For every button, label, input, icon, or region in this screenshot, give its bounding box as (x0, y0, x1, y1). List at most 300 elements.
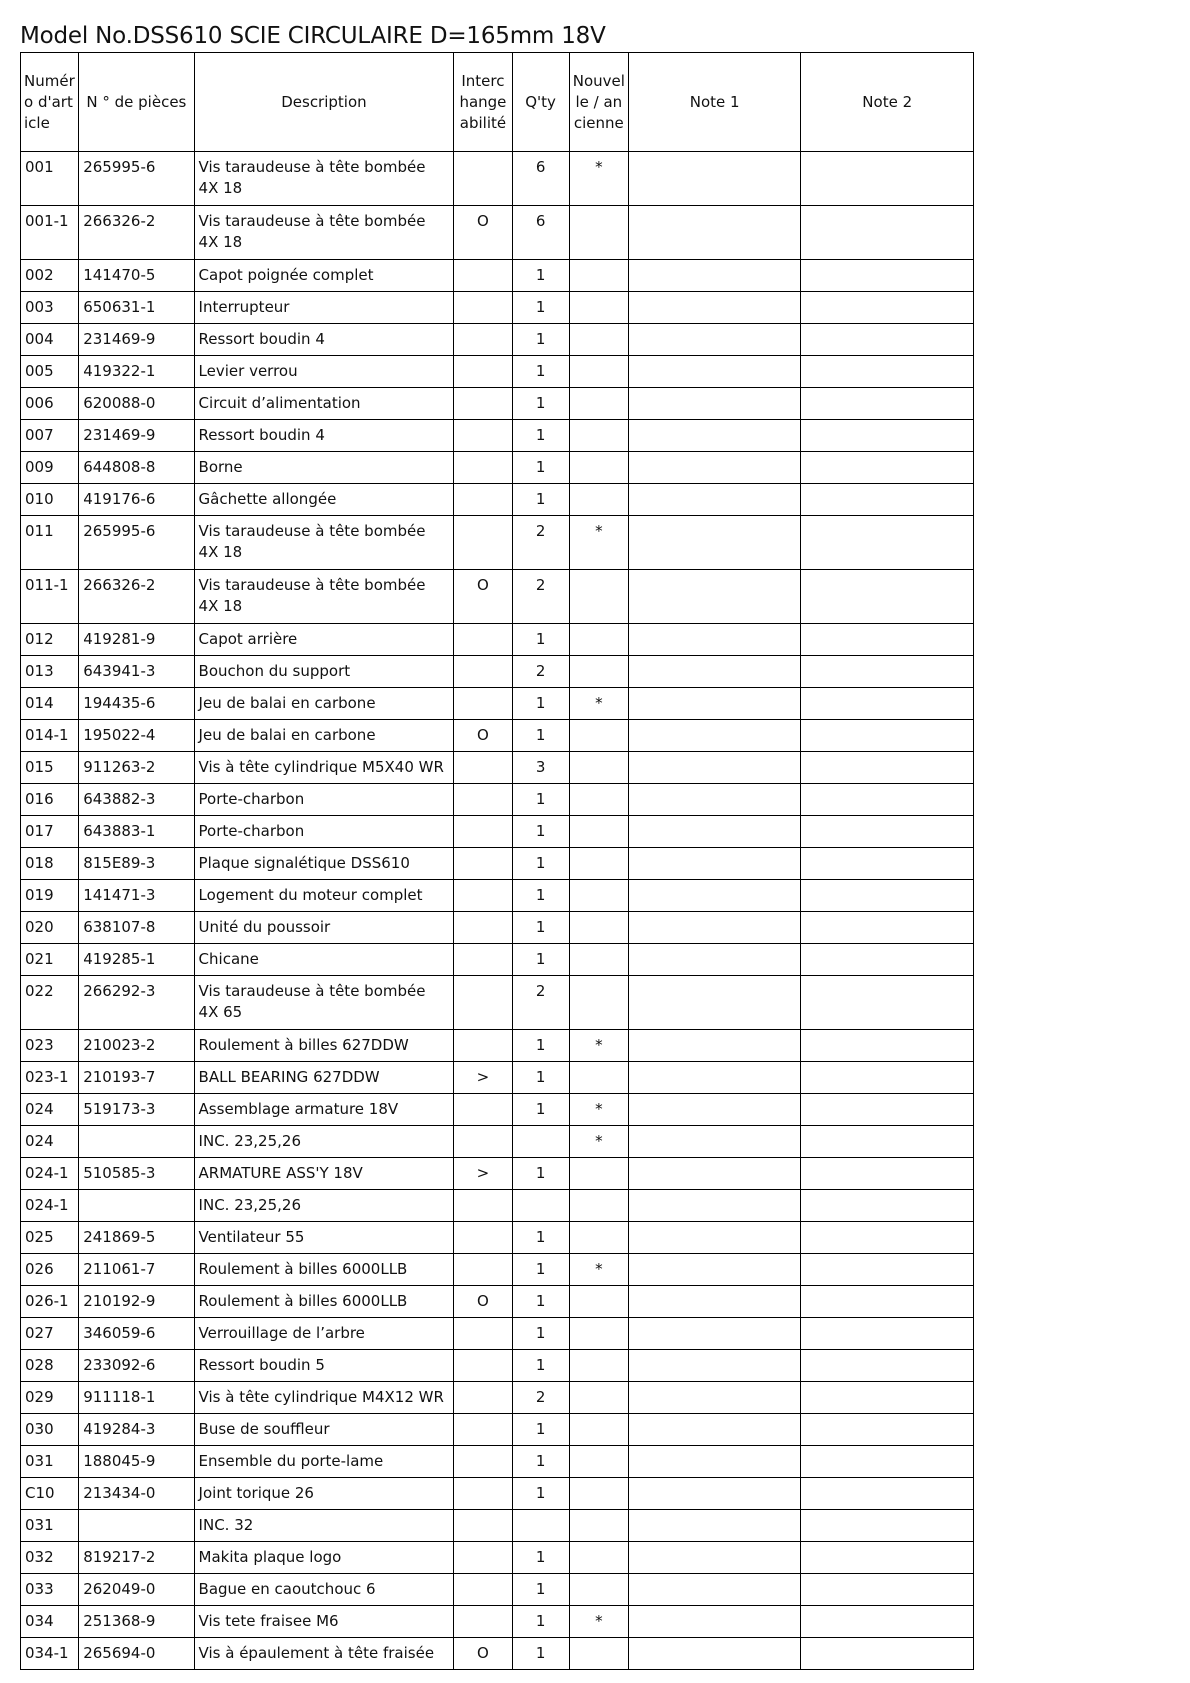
part-number-cell: 195022-4 (79, 720, 194, 752)
interchangeability-cell (454, 260, 512, 292)
description-cell: Vis taraudeuse à tête bombée 4X 18 (194, 516, 454, 570)
quantity-cell: 1 (512, 624, 569, 656)
table-row (21, 944, 974, 976)
part-number-cell: 419281-9 (79, 624, 194, 656)
quantity-cell: 1 (512, 356, 569, 388)
table-row (21, 1542, 974, 1574)
quantity-cell: 1 (512, 784, 569, 816)
note-2-cell (801, 324, 974, 356)
new-old-cell (569, 452, 628, 484)
note-2-cell (801, 260, 974, 292)
new-old-cell (569, 388, 628, 420)
interchangeability-cell (454, 1574, 512, 1606)
table-row (21, 816, 974, 848)
item-number-cell: 017 (21, 816, 79, 848)
header-description: Description (194, 53, 454, 152)
item-number-cell: 018 (21, 848, 79, 880)
description-cell: INC. 32 (194, 1510, 454, 1542)
note-1-cell (628, 656, 800, 688)
note-1-cell (628, 206, 800, 260)
note-2-cell (801, 688, 974, 720)
note-1-cell (628, 1446, 800, 1478)
table-row (21, 1030, 974, 1062)
quantity-cell: 1 (512, 1350, 569, 1382)
item-number-cell: 012 (21, 624, 79, 656)
new-old-cell (569, 260, 628, 292)
note-2-cell (801, 152, 974, 206)
note-1-cell (628, 1222, 800, 1254)
table-row (21, 356, 974, 388)
interchangeability-cell (454, 388, 512, 420)
interchangeability-cell (454, 452, 512, 484)
item-number-cell: 016 (21, 784, 79, 816)
part-number-cell: 211061-7 (79, 1254, 194, 1286)
note-2-cell (801, 1510, 974, 1542)
quantity-cell: 1 (512, 1414, 569, 1446)
interchangeability-cell (454, 1414, 512, 1446)
note-1-cell (628, 570, 800, 624)
interchangeability-cell (454, 880, 512, 912)
table-row (21, 784, 974, 816)
note-2-cell (801, 1062, 974, 1094)
quantity-cell: 1 (512, 1574, 569, 1606)
description-cell: Joint torique 26 (194, 1478, 454, 1510)
interchangeability-cell (454, 516, 512, 570)
description-cell: Vis à épaulement à tête fraisée (194, 1638, 454, 1670)
interchangeability-cell: O (454, 1638, 512, 1670)
quantity-cell: 2 (512, 1382, 569, 1414)
description-cell: Gâchette allongée (194, 484, 454, 516)
item-number-cell: 024-1 (21, 1190, 79, 1222)
item-number-cell: 020 (21, 912, 79, 944)
note-2-cell (801, 1222, 974, 1254)
note-2-cell (801, 1094, 974, 1126)
new-old-cell (569, 324, 628, 356)
new-old-cell (569, 420, 628, 452)
note-1-cell (628, 912, 800, 944)
item-number-cell: 015 (21, 752, 79, 784)
note-1-cell (628, 292, 800, 324)
note-2-cell (801, 944, 974, 976)
part-number-cell: 419285-1 (79, 944, 194, 976)
note-1-cell (628, 1030, 800, 1062)
note-1-cell (628, 1062, 800, 1094)
new-old-cell (569, 720, 628, 752)
interchangeability-cell (454, 152, 512, 206)
description-cell: Ressort boudin 4 (194, 420, 454, 452)
quantity-cell: 1 (512, 388, 569, 420)
description-cell: Ressort boudin 5 (194, 1350, 454, 1382)
quantity-cell: 1 (512, 880, 569, 912)
table-row (21, 688, 974, 720)
part-number-cell: 141471-3 (79, 880, 194, 912)
quantity-cell: 1 (512, 688, 569, 720)
quantity-cell: 1 (512, 1158, 569, 1190)
new-old-cell (569, 656, 628, 688)
item-number-cell: 031 (21, 1510, 79, 1542)
part-number-cell: 419322-1 (79, 356, 194, 388)
description-cell: Ensemble du porte-lame (194, 1446, 454, 1478)
interchangeability-cell: O (454, 206, 512, 260)
note-1-cell (628, 1094, 800, 1126)
interchangeability-cell (454, 292, 512, 324)
interchangeability-cell (454, 1222, 512, 1254)
note-1-cell (628, 1350, 800, 1382)
table-row (21, 484, 974, 516)
interchangeability-cell (454, 356, 512, 388)
interchangeability-cell (454, 1318, 512, 1350)
new-old-cell (569, 1542, 628, 1574)
note-1-cell (628, 944, 800, 976)
interchangeability-cell (454, 1030, 512, 1062)
quantity-cell: 1 (512, 1606, 569, 1638)
note-2-cell (801, 1414, 974, 1446)
header-item-number: Numéro d'article (21, 53, 79, 152)
part-number-cell: 346059-6 (79, 1318, 194, 1350)
new-old-cell (569, 1510, 628, 1542)
quantity-cell: 1 (512, 1094, 569, 1126)
note-2-cell (801, 720, 974, 752)
table-row (21, 752, 974, 784)
note-2-cell (801, 292, 974, 324)
note-2-cell (801, 570, 974, 624)
part-number-cell (79, 1510, 194, 1542)
new-old-cell (569, 976, 628, 1030)
new-old-cell (569, 570, 628, 624)
parts-table (20, 52, 974, 1670)
page-title: Model No.DSS610 SCIE CIRCULAIRE D=165mm 18V (20, 23, 606, 49)
interchangeability-cell: O (454, 1286, 512, 1318)
table-row (21, 1382, 974, 1414)
note-1-cell (628, 356, 800, 388)
table-row (21, 1638, 974, 1670)
part-number-cell: 266292-3 (79, 976, 194, 1030)
interchangeability-cell (454, 816, 512, 848)
note-2-cell (801, 1574, 974, 1606)
table-row (21, 1094, 974, 1126)
header-note-2: Note 2 (801, 53, 974, 152)
note-2-cell (801, 1286, 974, 1318)
table-row (21, 1606, 974, 1638)
new-old-cell: * (569, 1094, 628, 1126)
part-number-cell: 266326-2 (79, 206, 194, 260)
description-cell: INC. 23,25,26 (194, 1126, 454, 1158)
interchangeability-cell (454, 1094, 512, 1126)
item-number-cell: 034 (21, 1606, 79, 1638)
interchangeability-cell (454, 688, 512, 720)
quantity-cell: 1 (512, 452, 569, 484)
part-number-cell: 141470-5 (79, 260, 194, 292)
note-1-cell (628, 1318, 800, 1350)
part-number-cell: 210023-2 (79, 1030, 194, 1062)
table-row (21, 152, 974, 206)
table-row (21, 1446, 974, 1478)
note-2-cell (801, 1446, 974, 1478)
interchangeability-cell (454, 944, 512, 976)
note-1-cell (628, 1606, 800, 1638)
description-cell: Circuit d’alimentation (194, 388, 454, 420)
item-number-cell: 014-1 (21, 720, 79, 752)
quantity-cell: 2 (512, 570, 569, 624)
description-cell: Porte-charbon (194, 816, 454, 848)
part-number-cell: 419284-3 (79, 1414, 194, 1446)
note-1-cell (628, 976, 800, 1030)
note-1-cell (628, 1510, 800, 1542)
item-number-cell: C10 (21, 1478, 79, 1510)
item-number-cell: 024 (21, 1126, 79, 1158)
note-1-cell (628, 388, 800, 420)
note-1-cell (628, 1414, 800, 1446)
item-number-cell: 023 (21, 1030, 79, 1062)
quantity-cell (512, 1510, 569, 1542)
quantity-cell: 1 (512, 324, 569, 356)
note-2-cell (801, 356, 974, 388)
note-1-cell (628, 688, 800, 720)
part-number-cell: 911118-1 (79, 1382, 194, 1414)
description-cell: Buse de souffleur (194, 1414, 454, 1446)
part-number-cell: 241869-5 (79, 1222, 194, 1254)
note-1-cell (628, 752, 800, 784)
description-cell: Ressort boudin 4 (194, 324, 454, 356)
table-row (21, 1286, 974, 1318)
interchangeability-cell (454, 1510, 512, 1542)
new-old-cell (569, 1638, 628, 1670)
note-2-cell (801, 1606, 974, 1638)
interchangeability-cell (454, 848, 512, 880)
description-cell: Vis taraudeuse à tête bombée 4X 65 (194, 976, 454, 1030)
part-number-cell: 231469-9 (79, 324, 194, 356)
table-row (21, 1574, 974, 1606)
interchangeability-cell (454, 1382, 512, 1414)
item-number-cell: 001 (21, 152, 79, 206)
item-number-cell: 011 (21, 516, 79, 570)
part-number-cell: 265694-0 (79, 1638, 194, 1670)
note-2-cell (801, 420, 974, 452)
description-cell: Porte-charbon (194, 784, 454, 816)
note-1-cell (628, 1126, 800, 1158)
interchangeability-cell (454, 656, 512, 688)
new-old-cell (569, 484, 628, 516)
interchangeability-cell (454, 1542, 512, 1574)
interchangeability-cell (454, 1126, 512, 1158)
note-1-cell (628, 484, 800, 516)
note-2-cell (801, 1254, 974, 1286)
interchangeability-cell (454, 784, 512, 816)
new-old-cell: * (569, 1254, 628, 1286)
description-cell: Jeu de balai en carbone (194, 720, 454, 752)
note-2-cell (801, 880, 974, 912)
quantity-cell: 1 (512, 1222, 569, 1254)
part-number-cell: 251368-9 (79, 1606, 194, 1638)
new-old-cell (569, 944, 628, 976)
part-number-cell (79, 1190, 194, 1222)
table-row (21, 1158, 974, 1190)
note-2-cell (801, 452, 974, 484)
interchangeability-cell (454, 1478, 512, 1510)
table-row (21, 1414, 974, 1446)
new-old-cell: * (569, 688, 628, 720)
note-2-cell (801, 206, 974, 260)
interchangeability-cell: O (454, 720, 512, 752)
description-cell: Vis tete fraisee M6 (194, 1606, 454, 1638)
description-cell: ARMATURE ASS'Y 18V (194, 1158, 454, 1190)
note-1-cell (628, 516, 800, 570)
part-number-cell: 815E89-3 (79, 848, 194, 880)
interchangeability-cell (454, 1254, 512, 1286)
note-1-cell (628, 848, 800, 880)
part-number-cell: 650631-1 (79, 292, 194, 324)
note-1-cell (628, 624, 800, 656)
part-number-cell: 262049-0 (79, 1574, 194, 1606)
note-1-cell (628, 1542, 800, 1574)
quantity-cell: 1 (512, 1030, 569, 1062)
quantity-cell: 1 (512, 1638, 569, 1670)
note-1-cell (628, 816, 800, 848)
note-1-cell (628, 1254, 800, 1286)
description-cell: Bague en caoutchouc 6 (194, 1574, 454, 1606)
note-1-cell (628, 260, 800, 292)
new-old-cell (569, 816, 628, 848)
new-old-cell (569, 1350, 628, 1382)
note-1-cell (628, 1382, 800, 1414)
note-1-cell (628, 324, 800, 356)
part-number-cell: 519173-3 (79, 1094, 194, 1126)
table-row (21, 1222, 974, 1254)
item-number-cell: 023-1 (21, 1062, 79, 1094)
note-2-cell (801, 816, 974, 848)
table-row (21, 388, 974, 420)
quantity-cell: 1 (512, 484, 569, 516)
part-number-cell: 419176-6 (79, 484, 194, 516)
table-row (21, 292, 974, 324)
table-row (21, 1350, 974, 1382)
description-cell: Unité du poussoir (194, 912, 454, 944)
note-2-cell (801, 484, 974, 516)
interchangeability-cell (454, 912, 512, 944)
quantity-cell: 1 (512, 292, 569, 324)
header-row (21, 53, 974, 152)
quantity-cell: 1 (512, 848, 569, 880)
quantity-cell: 1 (512, 1446, 569, 1478)
note-2-cell (801, 784, 974, 816)
quantity-cell: 1 (512, 260, 569, 292)
part-number-cell: 188045-9 (79, 1446, 194, 1478)
part-number-cell: 620088-0 (79, 388, 194, 420)
header-part-number: N ° de pièces (79, 53, 194, 152)
description-cell: Capot poignée complet (194, 260, 454, 292)
new-old-cell (569, 752, 628, 784)
item-number-cell: 005 (21, 356, 79, 388)
part-number-cell: 233092-6 (79, 1350, 194, 1382)
note-2-cell (801, 1542, 974, 1574)
description-cell: Interrupteur (194, 292, 454, 324)
note-2-cell (801, 1350, 974, 1382)
new-old-cell (569, 1574, 628, 1606)
table-row (21, 1062, 974, 1094)
interchangeability-cell: > (454, 1062, 512, 1094)
description-cell: Vis taraudeuse à tête bombée 4X 18 (194, 152, 454, 206)
new-old-cell: * (569, 1126, 628, 1158)
header-note-1: Note 1 (628, 53, 800, 152)
quantity-cell: 1 (512, 1318, 569, 1350)
new-old-cell (569, 1446, 628, 1478)
table-row (21, 656, 974, 688)
item-number-cell: 021 (21, 944, 79, 976)
note-1-cell (628, 720, 800, 752)
item-number-cell: 014 (21, 688, 79, 720)
part-number-cell: 644808-8 (79, 452, 194, 484)
note-2-cell (801, 1382, 974, 1414)
interchangeability-cell (454, 752, 512, 784)
note-2-cell (801, 516, 974, 570)
part-number-cell: 265995-6 (79, 152, 194, 206)
quantity-cell: 6 (512, 152, 569, 206)
description-cell: Logement du moteur complet (194, 880, 454, 912)
item-number-cell: 003 (21, 292, 79, 324)
part-number-cell: 911263-2 (79, 752, 194, 784)
table-row (21, 1190, 974, 1222)
header-new-old: Nouvelle / ancienne (569, 53, 628, 152)
part-number-cell: 643883-1 (79, 816, 194, 848)
item-number-cell: 013 (21, 656, 79, 688)
part-number-cell: 194435-6 (79, 688, 194, 720)
quantity-cell: 1 (512, 1478, 569, 1510)
description-cell: Bouchon du support (194, 656, 454, 688)
description-cell: Plaque signalétique DSS610 (194, 848, 454, 880)
note-1-cell (628, 1286, 800, 1318)
part-number-cell (79, 1126, 194, 1158)
item-number-cell: 011-1 (21, 570, 79, 624)
quantity-cell: 2 (512, 516, 569, 570)
interchangeability-cell (454, 1190, 512, 1222)
part-number-cell: 643941-3 (79, 656, 194, 688)
item-number-cell: 002 (21, 260, 79, 292)
description-cell: Borne (194, 452, 454, 484)
table-row (21, 720, 974, 752)
new-old-cell: * (569, 1030, 628, 1062)
quantity-cell: 1 (512, 1286, 569, 1318)
new-old-cell (569, 912, 628, 944)
new-old-cell (569, 1190, 628, 1222)
item-number-cell: 027 (21, 1318, 79, 1350)
note-1-cell (628, 880, 800, 912)
part-number-cell: 643882-3 (79, 784, 194, 816)
quantity-cell: 2 (512, 656, 569, 688)
table-row (21, 976, 974, 1030)
description-cell: INC. 23,25,26 (194, 1190, 454, 1222)
part-number-cell: 265995-6 (79, 516, 194, 570)
description-cell: Makita plaque logo (194, 1542, 454, 1574)
part-number-cell: 510585-3 (79, 1158, 194, 1190)
table-row (21, 880, 974, 912)
description-cell: Verrouillage de l’arbre (194, 1318, 454, 1350)
new-old-cell: * (569, 516, 628, 570)
table-row (21, 1126, 974, 1158)
note-2-cell (801, 1638, 974, 1670)
part-number-cell: 638107-8 (79, 912, 194, 944)
note-2-cell (801, 1158, 974, 1190)
note-1-cell (628, 1574, 800, 1606)
quantity-cell (512, 1190, 569, 1222)
table-row (21, 420, 974, 452)
table-row (21, 1478, 974, 1510)
new-old-cell: * (569, 1606, 628, 1638)
table-row (21, 516, 974, 570)
quantity-cell: 1 (512, 420, 569, 452)
parts-table-body (21, 152, 974, 1670)
quantity-cell (512, 1126, 569, 1158)
note-1-cell (628, 1190, 800, 1222)
